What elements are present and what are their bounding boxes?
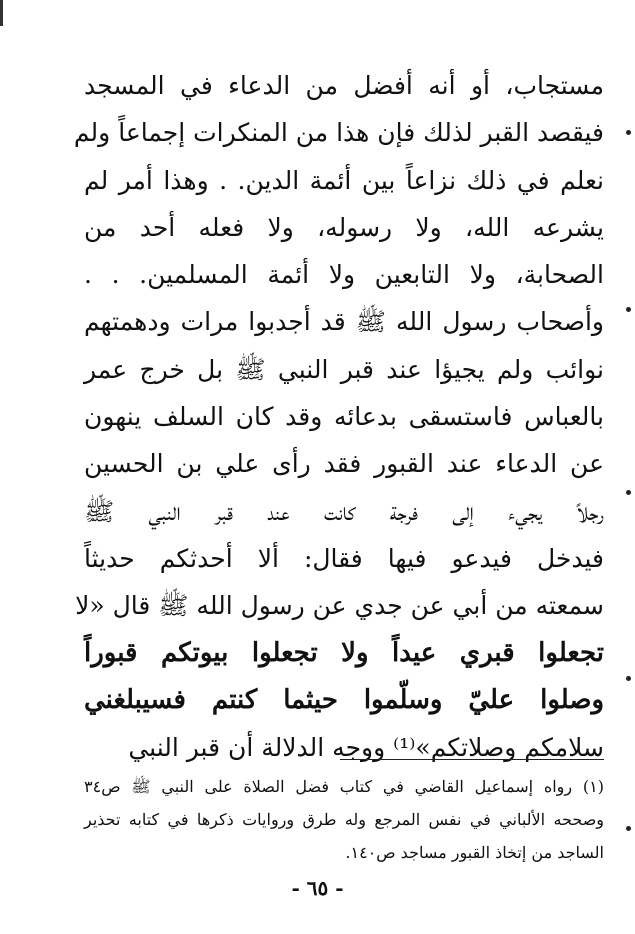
- text-line: وأصحاب رسول الله ﷺ قد أجدبوا مرات ودهمتهم: [84, 307, 604, 337]
- text-line: فيقصد القبر لذلك فإن هذا من المنكرات إجماعاً ولم: [73, 118, 604, 148]
- margin-dot: [626, 490, 631, 495]
- text-line: بالعباس فاستسقى بدعائه وقد كان السلف ينهون: [84, 402, 604, 432]
- text-line: رجلاً يجيء إلى فرجة كانت عند قبر النبي ﷺ: [84, 496, 604, 526]
- page-edge-mark: [0, 0, 3, 26]
- footnote-line: (١) رواه إسماعيل القاضي في كتاب فضل الصلاة على النبي ﷺ ص٣٤: [84, 777, 604, 796]
- text-line: فيدخل فيدعو فيها فقال: ألا أحدثكم حديثاً: [84, 543, 604, 573]
- page-number: - ٦٥ -: [291, 876, 344, 900]
- text-line: مستجاب، أو أنه أفضل من الدعاء في المسجد: [84, 71, 604, 100]
- text-line: نعلم في ذلك نزاعاً بين أئمة الدين. . وهذا أمر لم: [84, 165, 604, 195]
- footnote: [84, 770, 604, 869]
- margin-dot: [626, 130, 631, 135]
- text-line: يشرعه الله، ولا رسوله، ولا فعله أحد من: [84, 212, 604, 242]
- footnote-separator: [340, 759, 604, 760]
- hadith-line: وصلوا عليّ وسلّموا حيثما كنتم فسيبلغني: [84, 684, 604, 715]
- margin-dot: [626, 307, 631, 312]
- footnote-line: الساجد من إتخاذ القبور مساجد ص١٤٠.: [345, 843, 604, 862]
- hadith-line: تجعلوا قبري عيداً ولا تجعلوا بيوتكم قبوراً: [84, 637, 604, 668]
- main-text: [73, 62, 604, 771]
- footnote-line: وصححه الألباني في نفس المرجع وله طرق وروايات ذكرها في كتابه تحذير: [84, 810, 604, 829]
- text-line: الصحابة، ولا التابعين ولا أئمة المسلمين. . .: [84, 260, 604, 290]
- margin-dot: [626, 676, 631, 681]
- text-line: عن الدعاء عند القبور فقد رأى علي بن الحسين: [84, 449, 604, 479]
- text-line: سمعته من أبي عن جدي عن رسول الله ﷺ قال «لا: [75, 591, 604, 621]
- margin-dot: [626, 826, 631, 831]
- text-line: نوائب ولم يجيؤا عند قبر النبي ﷺ بل خرج عمر: [84, 354, 604, 384]
- text-line: سلامكم وصلاتكم»⁽¹⁾ ووجه الدلالة أن قبر النبي: [128, 733, 604, 763]
